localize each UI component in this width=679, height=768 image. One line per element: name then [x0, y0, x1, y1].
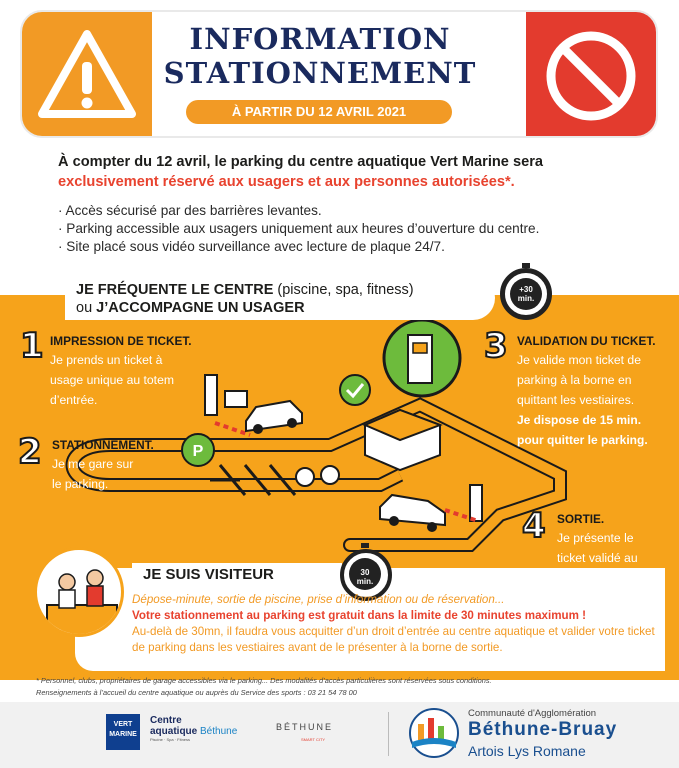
- intro-line2: exclusivement réservé aux usagers et aux personnes autorisées*.: [58, 174, 515, 190]
- step-text: usage unique au totem: [50, 373, 174, 387]
- intro-line1: À compter du 12 avril, le parking du centre aquatique Vert Marine sera: [58, 154, 543, 170]
- user-banner-bold2: J’ACCOMPAGNE UN USAGER: [96, 300, 305, 316]
- agglo-emblem-icon: [406, 708, 462, 758]
- step-number: 4: [522, 506, 546, 546]
- step-title: STATIONNEMENT.: [52, 438, 154, 452]
- visitor-line2: Votre stationnement au parking est gratuit dans la limite de 30 minutes maximum !: [132, 609, 586, 622]
- agglo-line3: Artois Lys Romane: [468, 743, 586, 759]
- user-banner-bold1: JE FRÉQUENTE LE CENTRE: [76, 282, 274, 298]
- step-text: Je présente le: [557, 531, 634, 545]
- step-text: parking à la borne en: [517, 373, 632, 387]
- timer-sign: +: [519, 285, 524, 294]
- visitor-title: JE SUIS VISITEUR: [143, 566, 274, 583]
- ca-line1: Centre: [150, 715, 182, 726]
- visitor-line3: Au-delà de 30mn, il faudra vous acquitter d’un droit d’entrée au centre aquatique et valider votre ticket de parking dans les vestiaires avant de le présenter à la borne de sortie.: [132, 625, 655, 654]
- step-text: Je me gare sur: [52, 457, 134, 471]
- reception-illustration: [34, 547, 124, 637]
- ca-city: Béthune: [200, 726, 238, 737]
- step-number: 1: [20, 326, 44, 366]
- timer-value: 30: [360, 568, 370, 577]
- logo-divider: [388, 712, 389, 756]
- contact-info: Renseignements à l’accueil du centre aquatique ou auprès du Service des sports : 03 21 54 78 00: [36, 688, 357, 697]
- user-banner-line1: [76, 282, 414, 298]
- step-text-bold: pour quitter le parking.: [517, 433, 648, 447]
- step-number: 3: [484, 326, 508, 366]
- ca-sub: Piscine · Spa · Fitness: [150, 737, 191, 742]
- step-text: quittant les vestiaires.: [517, 393, 635, 407]
- header-warning-panel: [22, 12, 152, 138]
- step-text: d’entrée.: [50, 393, 98, 407]
- header-prohibition-panel: [526, 12, 656, 138]
- timer-value: 30: [523, 285, 533, 294]
- user-banner-line2: [76, 300, 305, 316]
- user-banner-rest1: (piscine, spa, fitness): [273, 282, 414, 298]
- timer-unit: min.: [517, 294, 535, 303]
- step-text: Je prends un ticket à: [50, 353, 163, 367]
- step-number: 2: [18, 432, 42, 472]
- bethune-city-logo: BÉTHUNE: [276, 722, 334, 732]
- step-title: IMPRESSION DE TICKET.: [50, 334, 192, 348]
- step-text-bold: Je dispose de 15 min.: [517, 413, 642, 427]
- step-title: VALIDATION DU TICKET.: [517, 334, 656, 348]
- svg-text:P: P: [192, 443, 204, 460]
- step-text: Je valide mon ticket de: [517, 353, 641, 367]
- visitor-line1: Dépose-minute, sortie de piscine, prise d’information ou de réservation...: [132, 593, 505, 606]
- agglo-line2: Béthune-Bruay: [468, 719, 618, 740]
- stopwatch-icon: [500, 268, 552, 320]
- vert-marine-text1: VERT: [113, 721, 133, 728]
- agglo-line1: Communauté d'Agglomération: [468, 708, 597, 719]
- step-text: ticket validé au: [557, 551, 638, 565]
- page-title-line2: STATIONNEMENT: [163, 56, 477, 90]
- bethune-city-sub: SMART CITY: [301, 737, 326, 742]
- warning-triangle-icon: [22, 12, 152, 138]
- bullet-item: · Accès sécurisé par des barrières levantes.: [58, 203, 322, 218]
- car-icon: [246, 401, 302, 434]
- car-icon: [380, 495, 445, 532]
- step-text: le parking.: [52, 477, 109, 491]
- centre-aquatique-logo: [150, 716, 255, 748]
- footnote: * Personnel, clubs, propriétaires de garage accessibles via le parking... Des modalités d’accès particulières sont réservées sous conditions.: [36, 676, 492, 685]
- vert-marine-logo: [106, 714, 140, 750]
- bullet-item: · Site placé sous vidéo surveillance avec lecture de plaque 24/7.: [58, 239, 445, 254]
- ca-line2: aquatique: [150, 726, 198, 737]
- bullet-item: · Parking accessible aux usagers uniquement aux heures d’ouverture du centre.: [58, 221, 540, 236]
- vert-marine-text2: MARINE: [109, 731, 137, 738]
- page-title-line1: INFORMATION: [189, 22, 451, 56]
- timer-unit: min.: [356, 577, 374, 586]
- user-banner-pre2: ou: [76, 300, 97, 316]
- date-badge: À PARTIR DU 12 AVRIL 2021: [186, 100, 452, 124]
- step-title: SORTIE.: [557, 512, 605, 526]
- no-entry-icon: [526, 12, 656, 138]
